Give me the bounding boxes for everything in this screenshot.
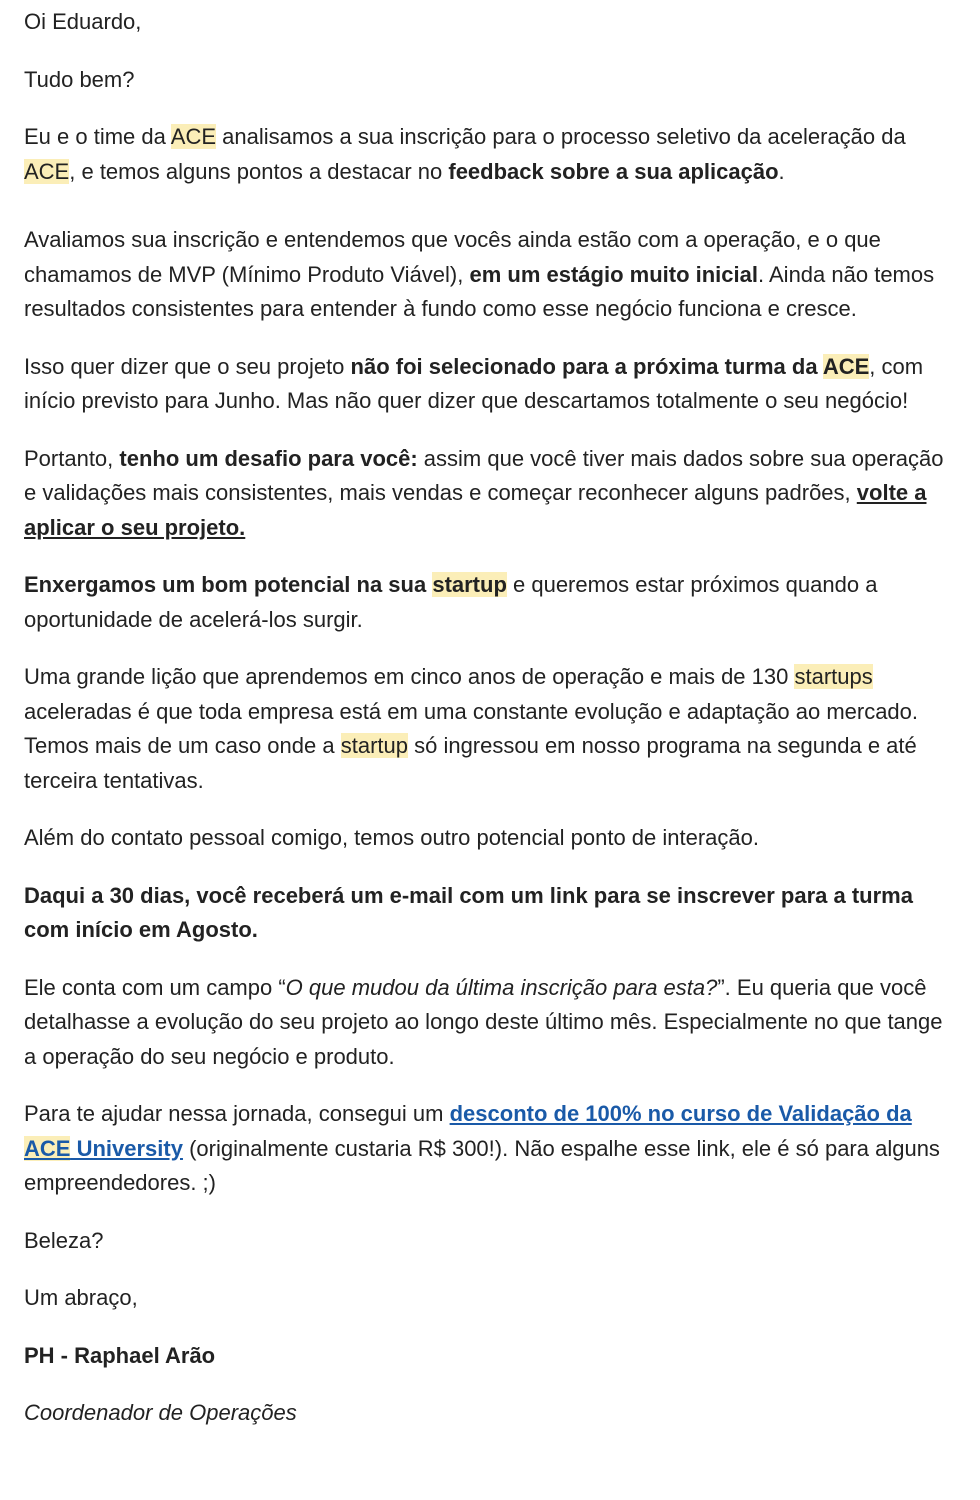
intro-text-2: analisamos a sua inscrição para o processo seletivo da aceleração da bbox=[216, 124, 906, 149]
discount-paragraph bbox=[24, 1097, 956, 1201]
field-text-1: Ele conta com um campo “ bbox=[24, 974, 286, 1000]
beleza-line: Beleza? bbox=[24, 1227, 104, 1253]
field-text-2: ”. Eu queria que você detalhasse a evolução do seu projeto ao longo deste último mês. Especialmente no que tange a operação do seu negócio e produto. bbox=[24, 974, 943, 1069]
intro-text-1: Eu e o time da bbox=[24, 124, 171, 149]
challenge-text-2: assim que você tiver mais dados sobre sua operação e validações mais consistentes, mais vendas e começar reconhecer alguns padrões, bbox=[24, 445, 944, 505]
result-text-1: Isso quer dizer que o seu projeto bbox=[24, 353, 351, 379]
intro-paragraph bbox=[24, 120, 956, 189]
evaluation-text-2: . Ainda não temos resultados consistentes para entender à fundo como esse negócio funciona e cresce. bbox=[24, 261, 935, 321]
result-text-2: , com início previsto para Junho. Mas não quer dizer que descartamos totalmente o seu negócio! bbox=[24, 353, 924, 413]
potential-text-1: e queremos estar próximos quando a oportunidade de acelerá-los surgir. bbox=[24, 572, 878, 632]
result-paragraph bbox=[24, 350, 956, 419]
ace-highlight: ACE bbox=[170, 124, 217, 149]
intro-text-3: , e temos alguns pontos a destacar no bbox=[69, 158, 449, 184]
startups-highlight: startups bbox=[794, 664, 873, 689]
challenge-text-1: Portanto, bbox=[24, 445, 120, 471]
evaluation-text-1: Avaliamos sua inscrição e entendemos que vocês ainda estão com a operação, e o que chamamos de MVP (Mínimo Produto Viável), bbox=[24, 227, 881, 287]
result-bold: não foi selecionado para a próxima turma da bbox=[350, 353, 823, 379]
startup-highlight: startup bbox=[432, 572, 507, 597]
contact-paragraph: Além do contato pessoal comigo, temos outro potencial ponto de interação. bbox=[24, 825, 760, 850]
greeting: Oi Eduardo, bbox=[24, 9, 142, 34]
how-are-you: Tudo bem? bbox=[24, 66, 135, 92]
signature-title: Coordenador de Operações bbox=[24, 1400, 297, 1425]
ace-highlight: ACE bbox=[24, 1135, 71, 1161]
lesson-paragraph bbox=[24, 660, 956, 798]
closing-line: Um abraço, bbox=[24, 1285, 138, 1310]
lesson-text-2: aceleradas é que toda empresa está em uma constante evolução e adaptação ao mercado. Temos mais de um caso onde a bbox=[24, 698, 919, 758]
discount-text-1: Para te ajudar nessa jornada, consegui um bbox=[24, 1101, 450, 1126]
field-paragraph bbox=[24, 971, 956, 1075]
ace-highlight: ACE bbox=[24, 158, 70, 184]
challenge-underline: volte a aplicar o seu projeto. bbox=[24, 480, 927, 540]
discount-link-text-2: University bbox=[70, 1135, 183, 1161]
thirty-days-paragraph: Daqui a 30 dias, você receberá um e-mail com um link para se inscrever para a turma com início em Agosto. bbox=[24, 882, 913, 942]
potential-paragraph bbox=[24, 568, 956, 637]
challenge-bold: tenho um desafio para você: bbox=[119, 445, 418, 471]
lesson-text-1: Uma grande lição que aprendemos em cinco anos de operação e mais de 130 bbox=[24, 664, 795, 689]
ace-highlight: ACE bbox=[822, 353, 870, 379]
evaluation-paragraph bbox=[24, 223, 956, 327]
intro-bold: feedback sobre a sua aplicação bbox=[448, 158, 779, 184]
discount-link-text-1: desconto de 100% no curso de Validação da bbox=[449, 1101, 912, 1126]
startup-highlight: startup bbox=[340, 733, 408, 758]
signature-name: PH - Raphael Arão bbox=[24, 1342, 216, 1368]
challenge-paragraph bbox=[24, 442, 956, 546]
field-italic: O que mudou da última inscrição para esta? bbox=[285, 974, 718, 1000]
evaluation-bold: em um estágio muito inicial bbox=[469, 261, 758, 287]
lesson-text-3: só ingressou em nosso programa na segunda e até terceira tentativas. bbox=[24, 733, 917, 793]
potential-bold: Enxergamos um bom potencial na sua bbox=[24, 572, 433, 597]
intro-text-4: . bbox=[778, 158, 785, 184]
discount-text-2: (originalmente custaria R$ 300!). Não espalhe esse link, ele é só para alguns empreendedores. ;) bbox=[24, 1135, 940, 1195]
